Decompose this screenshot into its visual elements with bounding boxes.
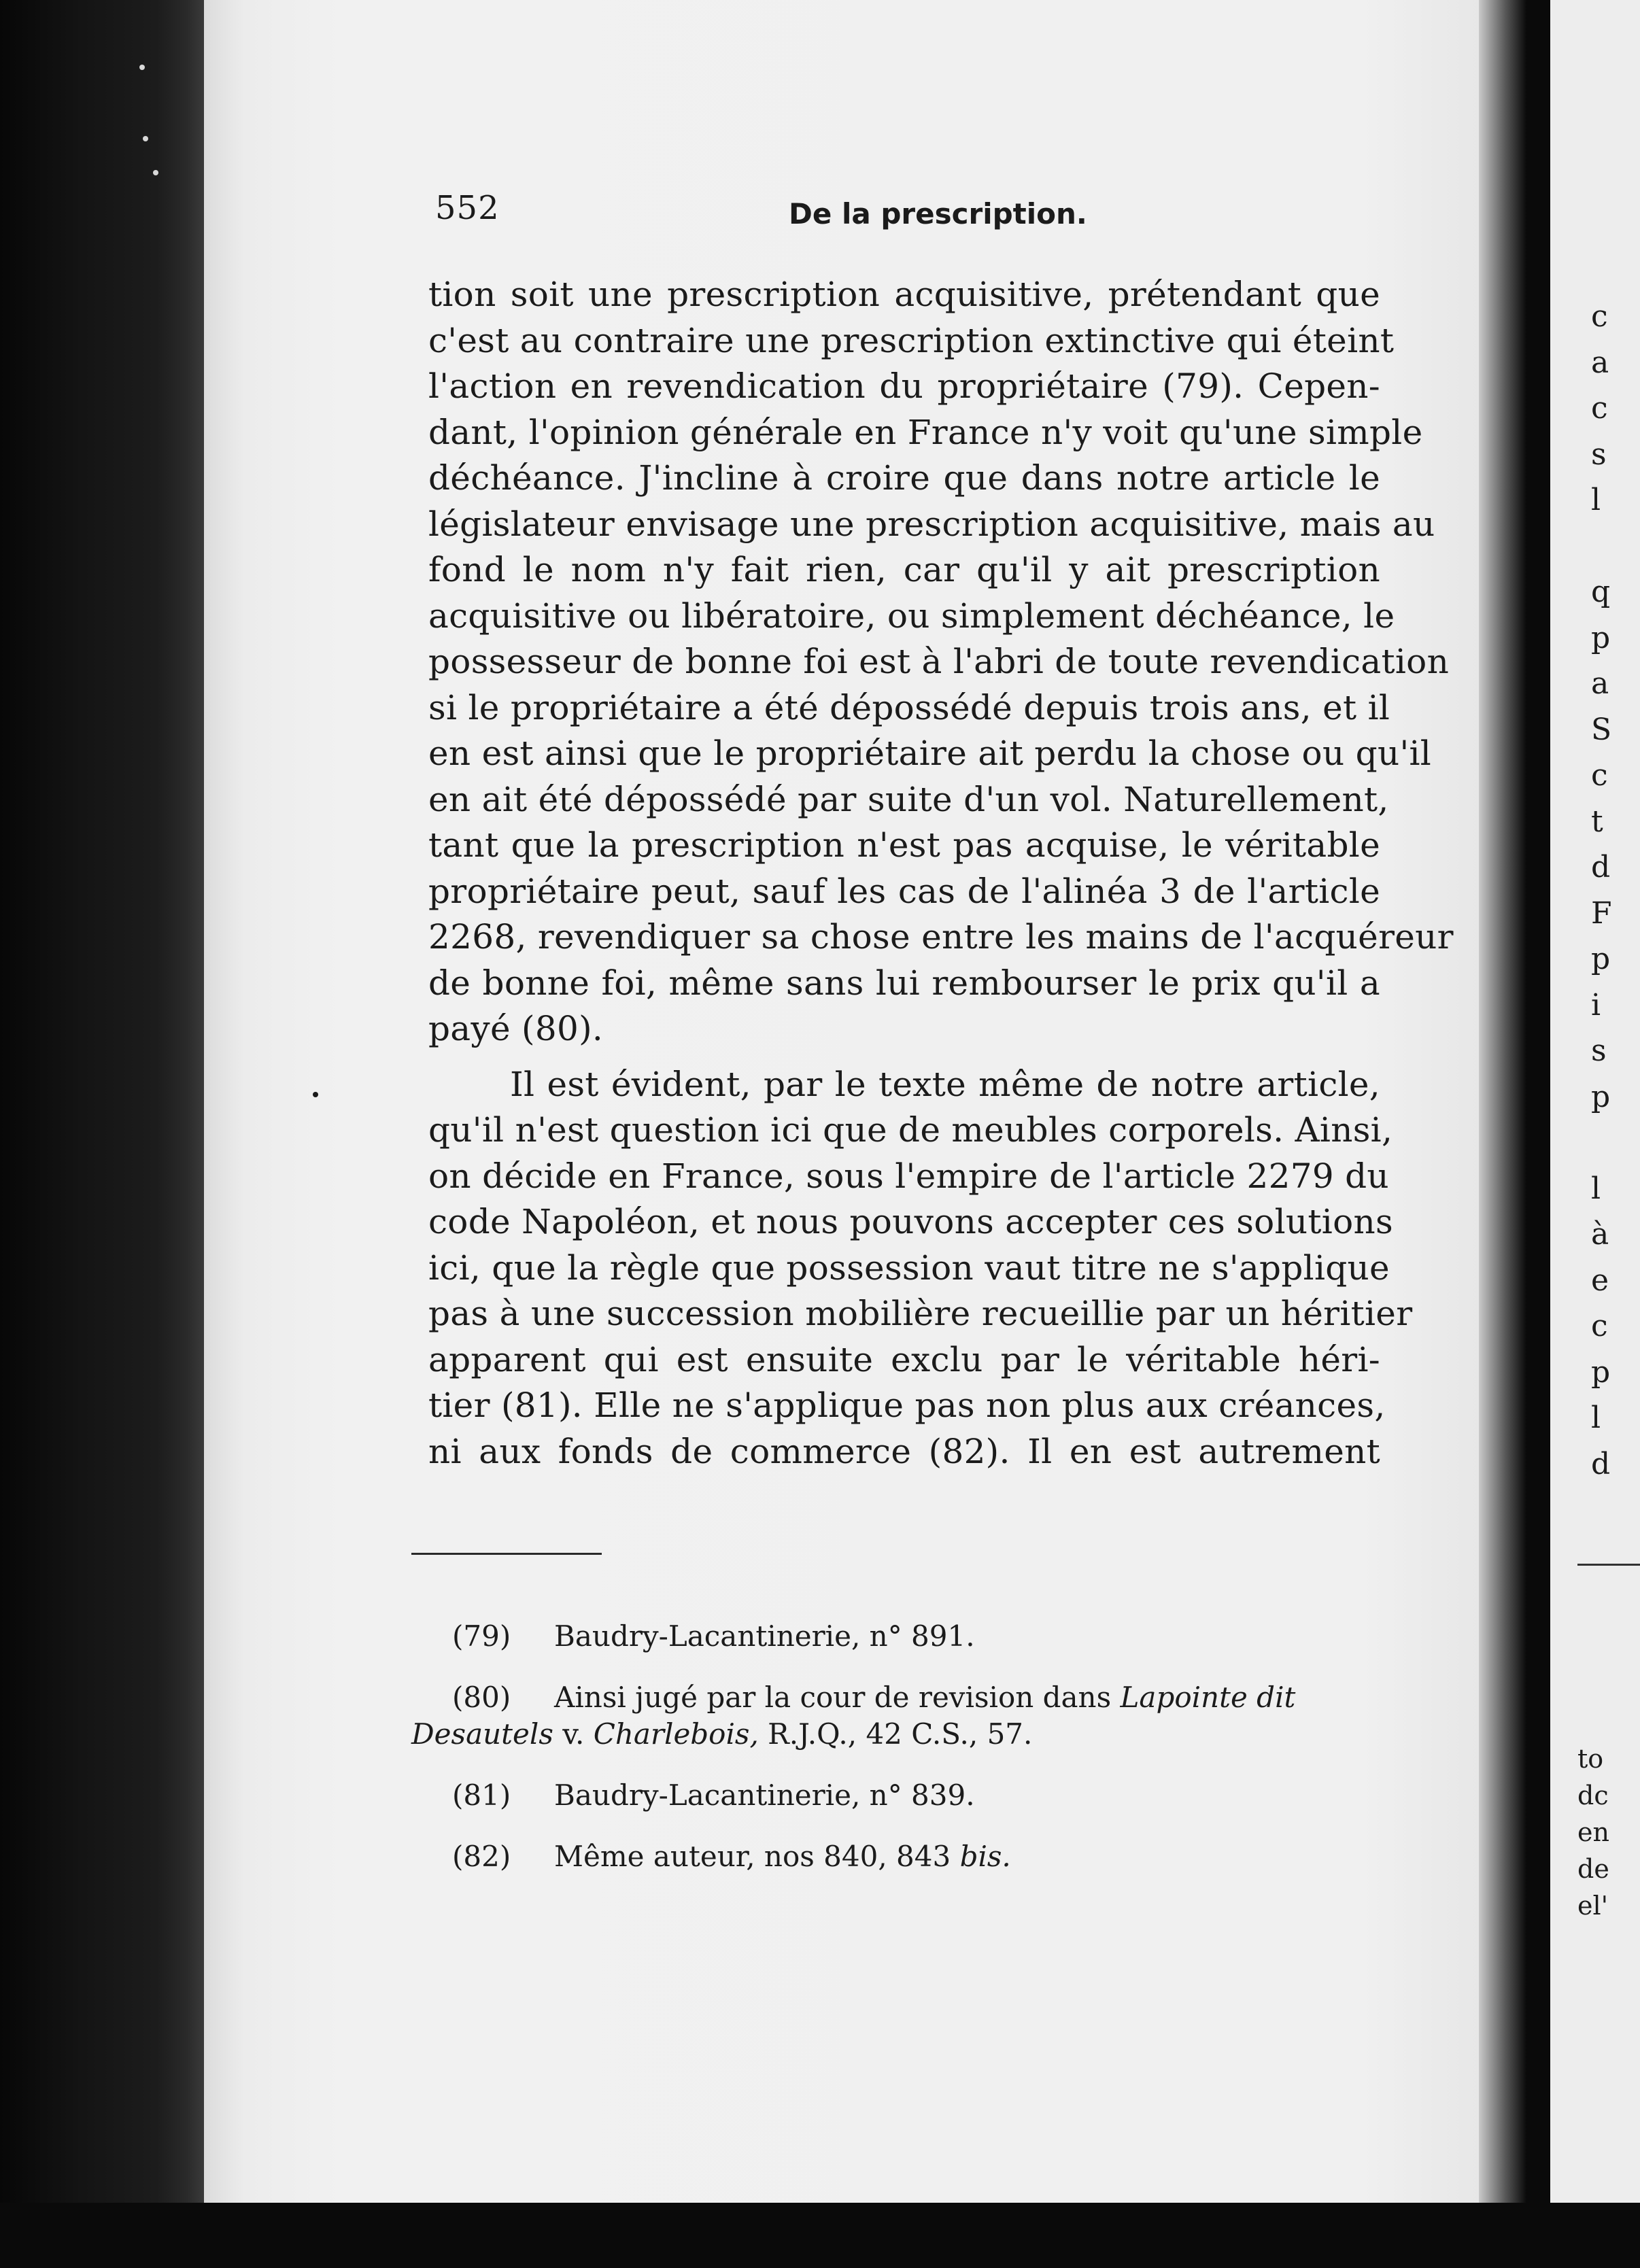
case-name-italic: Lapointe dit (1120, 1681, 1296, 1714)
next-page-letter: l (1591, 1401, 1601, 1435)
next-page-letter: q (1591, 574, 1611, 609)
next-page-letter: F (1591, 895, 1612, 931)
text-line: l'action en revendication du propriétaire (79). Cepen- (428, 366, 1380, 406)
next-page-edge (1550, 0, 1640, 2203)
spine-speck (153, 170, 158, 175)
text-line: payé (80). (428, 1009, 604, 1048)
next-page-letter: c (1591, 391, 1608, 426)
case-name-italic: Charlebois, (593, 1717, 759, 1751)
page-number: 552 (435, 189, 500, 227)
text-line: Il est évident, par le texte même de notre article, (510, 1064, 1380, 1104)
text-line: tion soit une prescription acquisitive, prétendant que (428, 275, 1380, 314)
text-line: c'est au contraire une prescription extinctive qui éteint (428, 320, 1395, 360)
footnotes (411, 1618, 1377, 1900)
next-page-letter: S (1591, 712, 1612, 747)
footnote-number: (81) (452, 1779, 511, 1812)
next-page-letter: p (1591, 1079, 1611, 1114)
footnote-80 (411, 1679, 1377, 1753)
next-page-footnote-letter: de (1577, 1854, 1609, 1884)
next-page-letter: p (1591, 620, 1611, 655)
footnote-continuation (411, 1716, 1377, 1753)
next-page-letter: s (1591, 436, 1607, 472)
book-spine-shadow (0, 0, 204, 2268)
spine-speck (143, 136, 148, 141)
text-line: en est ainsi que le propriétaire ait perdu la chose ou qu'il (428, 734, 1432, 773)
next-page-letter: c (1591, 758, 1608, 793)
footnote-text: Ainsi jugé par la cour de revision dans (554, 1681, 1121, 1714)
footnote-text: Même auteur, nos 840, 843 (554, 1840, 960, 1873)
text-line: si le propriétaire a été dépossédé depuis trois ans, et il (428, 687, 1390, 727)
footnote-82 (411, 1838, 1377, 1875)
footnote-text: R.J.Q., 42 C.S., 57. (758, 1717, 1033, 1751)
next-page-footnote-letter: el' (1577, 1891, 1609, 1921)
scan-bottom-border (0, 2203, 1640, 2268)
italic-bis: bis. (959, 1840, 1011, 1873)
text-line: 2268, revendiquer sa chose entre les mains de l'acquéreur (428, 917, 1454, 957)
footnote-number: (80) (452, 1681, 511, 1714)
spine-speck (139, 65, 145, 70)
next-page-letter: t (1591, 804, 1603, 839)
text-line: apparent qui est ensuite exclu par le véritable héri- (428, 1339, 1380, 1379)
footnote-number: (82) (452, 1840, 511, 1873)
footnote-text: v. (553, 1717, 594, 1751)
text-line: tant que la prescription n'est pas acquise, le véritable (428, 825, 1380, 865)
paragraph (428, 272, 1454, 1052)
text-line: qu'il n'est question ici que de meubles corporels. Ainsi, (428, 1110, 1393, 1150)
text-line: en ait été dépossédé par suite d'un vol. Naturellement, (428, 779, 1389, 819)
next-page-letter: i (1591, 987, 1601, 1023)
margin-mark (313, 1092, 318, 1097)
text-line: ni aux fonds de commerce (82). Il en est autrement (428, 1431, 1380, 1471)
text-line: dant, l'opinion générale en France n'y voit qu'une simple (428, 412, 1423, 452)
next-page-footnote-letter: dc (1577, 1781, 1609, 1810)
next-page-letter: l (1591, 483, 1601, 517)
text-line: ici, que la règle que possession vaut titre ne s'applique (428, 1248, 1390, 1288)
body-text (428, 272, 1454, 1484)
case-name-italic: Desautels (411, 1717, 553, 1751)
footnote-number: (79) (452, 1619, 511, 1653)
next-page-letter: d (1591, 850, 1611, 884)
text-line: propriétaire peut, sauf les cas de l'alinéa 3 de l'article (428, 871, 1380, 911)
next-page-letter: p (1591, 1354, 1611, 1390)
next-page-footnote-letter: to (1577, 1744, 1604, 1774)
text-line: code Napoléon, et nous pouvons accepter ces solutions (428, 1202, 1393, 1241)
footnote-text: Baudry-Lacantinerie, n° 839. (554, 1779, 975, 1812)
page-gutter (1479, 0, 1550, 2268)
next-page-letter: à (1591, 1217, 1609, 1252)
next-page-letter: c (1591, 1309, 1608, 1343)
next-page-letter: c (1591, 299, 1608, 334)
text-line: déchéance. J'incline à croire que dans notre article le (428, 458, 1380, 498)
next-page-letter: e (1591, 1262, 1609, 1298)
text-line: acquisitive ou libératoire, ou simplement déchéance, le (428, 596, 1395, 636)
next-page-letter: a (1591, 666, 1609, 701)
footnote-79 (411, 1618, 1377, 1655)
next-page-letter: p (1591, 942, 1611, 976)
footnote-separator (411, 1553, 602, 1555)
next-page-letter: l (1591, 1171, 1601, 1206)
next-page-letter: s (1591, 1033, 1607, 1068)
text-line: tier (81). Elle ne s'applique pas non plus aux créances, (428, 1386, 1386, 1425)
footnote-81 (411, 1777, 1377, 1814)
footnote-text: Baudry-Lacantinerie, n° 891. (554, 1619, 975, 1653)
text-line: possesseur de bonne foi est à l'abri de toute revendication (428, 642, 1450, 681)
book-page (204, 0, 1520, 2203)
running-title: De la prescription. (789, 197, 1087, 230)
text-line: législateur envisage une prescription acquisitive, mais au (428, 504, 1435, 544)
text-line: on décide en France, sous l'empire de l'article 2279 du (428, 1156, 1389, 1196)
next-page-footnote-letter: en (1577, 1817, 1609, 1847)
text-line: fond le nom n'y fait rien, car qu'il y ait prescription (428, 550, 1380, 589)
next-page-letter: a (1591, 345, 1609, 380)
text-line: de bonne foi, même sans lui rembourser le prix qu'il a (428, 963, 1380, 1003)
paragraph (428, 1062, 1413, 1475)
next-page-footnote-rule (1577, 1564, 1640, 1566)
text-line: pas à une succession mobilière recueillie par un héritier (428, 1294, 1413, 1333)
next-page-letter: d (1591, 1446, 1611, 1481)
